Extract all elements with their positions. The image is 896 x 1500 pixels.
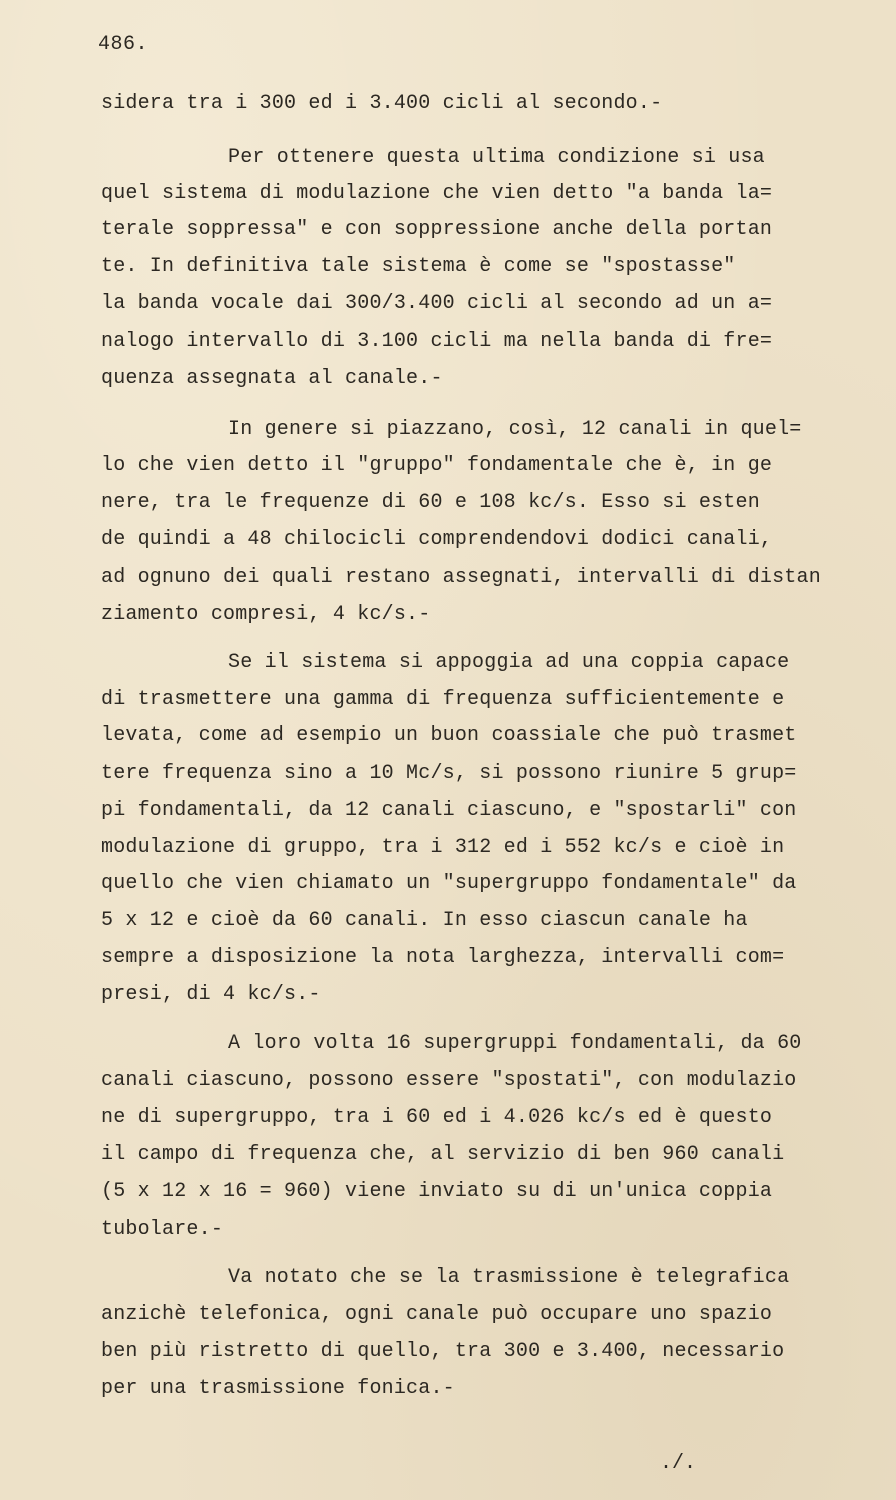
text-line: quel sistema di modulazione che vien detto "a banda la= bbox=[101, 182, 773, 205]
text-line: modulazione di gruppo, tra i 312 ed i 552 kc/s e cioè in bbox=[101, 836, 785, 859]
text-line: quenza assegnata al canale.- bbox=[101, 367, 443, 390]
text-line: quello che vien chiamato un "supergruppo fondamentale" da bbox=[101, 872, 797, 895]
text-line: canali ciascuno, possono essere "spostati", con modulazio bbox=[101, 1069, 797, 1092]
text-line: il campo di frequenza che, al servizio di ben 960 canali bbox=[101, 1143, 785, 1166]
text-line: te. In definitiva tale sistema è come se "spostasse" bbox=[101, 255, 736, 278]
text-line: Va notato che se la trasmissione è telegrafica bbox=[228, 1266, 790, 1289]
text-line: A loro volta 16 supergruppi fondamentali, da 60 bbox=[228, 1032, 802, 1055]
text-line: Se il sistema si appoggia ad una coppia capace bbox=[228, 651, 790, 674]
text-line: ben più ristretto di quello, tra 300 e 3.400, necessario bbox=[101, 1340, 785, 1363]
text-line: presi, di 4 kc/s.- bbox=[101, 983, 321, 1006]
text-line: nalogo intervallo di 3.100 cicli ma nella banda di fre= bbox=[101, 330, 773, 353]
text-line: ad ognuno dei quali restano assegnati, intervalli di distan bbox=[101, 566, 821, 589]
text-line: In genere si piazzano, così, 12 canali in quel= bbox=[228, 418, 802, 441]
text-line: Per ottenere questa ultima condizione si usa bbox=[228, 146, 765, 169]
text-line: tubolare.- bbox=[101, 1218, 224, 1241]
text-line: de quindi a 48 chilocicli comprendendovi dodici canali, bbox=[101, 528, 773, 551]
text-line: terale soppressa" e con soppressione anche della portan bbox=[101, 218, 773, 241]
text-line: di trasmettere una gamma di frequenza sufficientemente e bbox=[101, 688, 785, 711]
page-number: 486. bbox=[98, 33, 149, 56]
text-line: sidera tra i 300 ed i 3.400 cicli al secondo.- bbox=[101, 92, 663, 115]
text-line: pi fondamentali, da 12 canali ciascuno, e "spostarli" con bbox=[101, 799, 797, 822]
text-line: lo che vien detto il "gruppo" fondamentale che è, in ge bbox=[101, 454, 773, 477]
text-line: per una trasmissione fonica.- bbox=[101, 1377, 455, 1400]
text-line: 5 x 12 e cioè da 60 canali. In esso ciascun canale ha bbox=[101, 909, 748, 932]
text-line: la banda vocale dai 300/3.400 cicli al secondo ad un a= bbox=[101, 292, 773, 315]
text-line: nere, tra le frequenze di 60 e 108 kc/s. Esso si esten bbox=[101, 491, 760, 514]
text-line: anzichè telefonica, ogni canale può occupare uno spazio bbox=[101, 1303, 773, 1326]
text-line: levata, come ad esempio un buon coassiale che può trasmet bbox=[101, 724, 797, 747]
text-line: sempre a disposizione la nota larghezza, intervalli com= bbox=[101, 946, 785, 969]
continuation-mark: ./. bbox=[660, 1452, 697, 1475]
text-line: (5 x 12 x 16 = 960) viene inviato su di un'unica coppia bbox=[101, 1180, 773, 1203]
text-line: tere frequenza sino a 10 Mc/s, si possono riunire 5 grup= bbox=[101, 762, 797, 785]
text-line: ne di supergruppo, tra i 60 ed i 4.026 kc/s ed è questo bbox=[101, 1106, 773, 1129]
text-line: ziamento compresi, 4 kc/s.- bbox=[101, 603, 431, 626]
